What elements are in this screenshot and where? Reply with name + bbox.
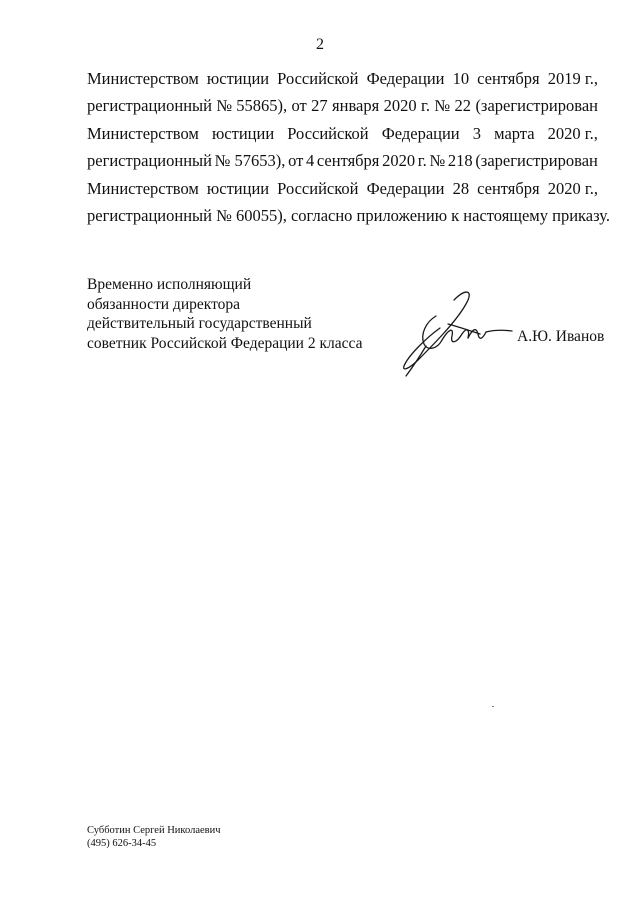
signature-icon (396, 286, 514, 378)
body-paragraph (87, 65, 611, 229)
word: Министерством (87, 123, 199, 143)
scan-artifact (492, 706, 494, 707)
signatory-position (87, 275, 362, 353)
word: 2020 г., (547, 178, 598, 198)
word: Министерством (87, 69, 199, 88)
executor-phone: (495) 626-34-45 (87, 838, 157, 849)
word: юстиции (211, 123, 275, 143)
word: Российской (287, 123, 369, 143)
word: 28 (452, 178, 470, 198)
paragraph-line (87, 147, 598, 174)
word: Российской (277, 178, 359, 198)
position-line: советник Российской Федерации 2 класса (87, 334, 363, 352)
word: 218 (447, 151, 473, 171)
word: Российской (277, 69, 359, 88)
word: января (332, 96, 380, 116)
word: 2020 (383, 96, 417, 116)
position-line: действительный государственный (87, 315, 312, 332)
word: 27 (311, 96, 328, 116)
word: марта (494, 123, 535, 143)
signer-name: А.Ю. Иванов (517, 328, 605, 345)
word: 3 (472, 123, 481, 143)
word: 2019 г., (547, 69, 598, 88)
page-number: 2 (316, 36, 324, 53)
word: Министерством (87, 178, 199, 198)
paragraph-line (87, 175, 598, 202)
word: № 57653), (214, 151, 286, 171)
word: юстиции (206, 178, 270, 198)
paragraph-line (87, 120, 598, 147)
word: 22 (454, 96, 472, 116)
word: регистрационный (87, 151, 212, 171)
paragraph-line (87, 65, 598, 92)
word: г. (420, 96, 431, 116)
word: № (429, 151, 446, 171)
word: (зарегистрирован (475, 151, 598, 171)
word: 4 (305, 151, 315, 171)
word: 10 (452, 69, 470, 88)
word: от (291, 96, 307, 116)
position-line: обязанности директора (87, 295, 241, 313)
word: Федерации (366, 69, 445, 88)
position-line: Временно исполняющий (87, 276, 252, 293)
word: (зарегистрирован (475, 96, 598, 116)
word: юстиции (206, 69, 270, 88)
word: сентября (316, 151, 380, 171)
word: Федерации (366, 178, 445, 198)
word: регистрационный (87, 96, 212, 116)
word: 2020 (382, 151, 416, 171)
word: г. (417, 151, 427, 171)
paragraph-line-last: регистрационный № 60055), согласно приложению к настоящему приказу. (87, 205, 611, 225)
word: сентября (477, 178, 540, 198)
word: от (288, 151, 304, 171)
word: № (434, 96, 451, 116)
word: сентября (477, 69, 540, 88)
word: № 55865), (216, 96, 288, 116)
word: Федерации (381, 123, 460, 143)
executor-block (87, 824, 221, 850)
word: 2020 г., (547, 123, 598, 143)
executor-name: Субботин Сергей Николаевич (87, 825, 221, 836)
paragraph-line (87, 92, 598, 119)
